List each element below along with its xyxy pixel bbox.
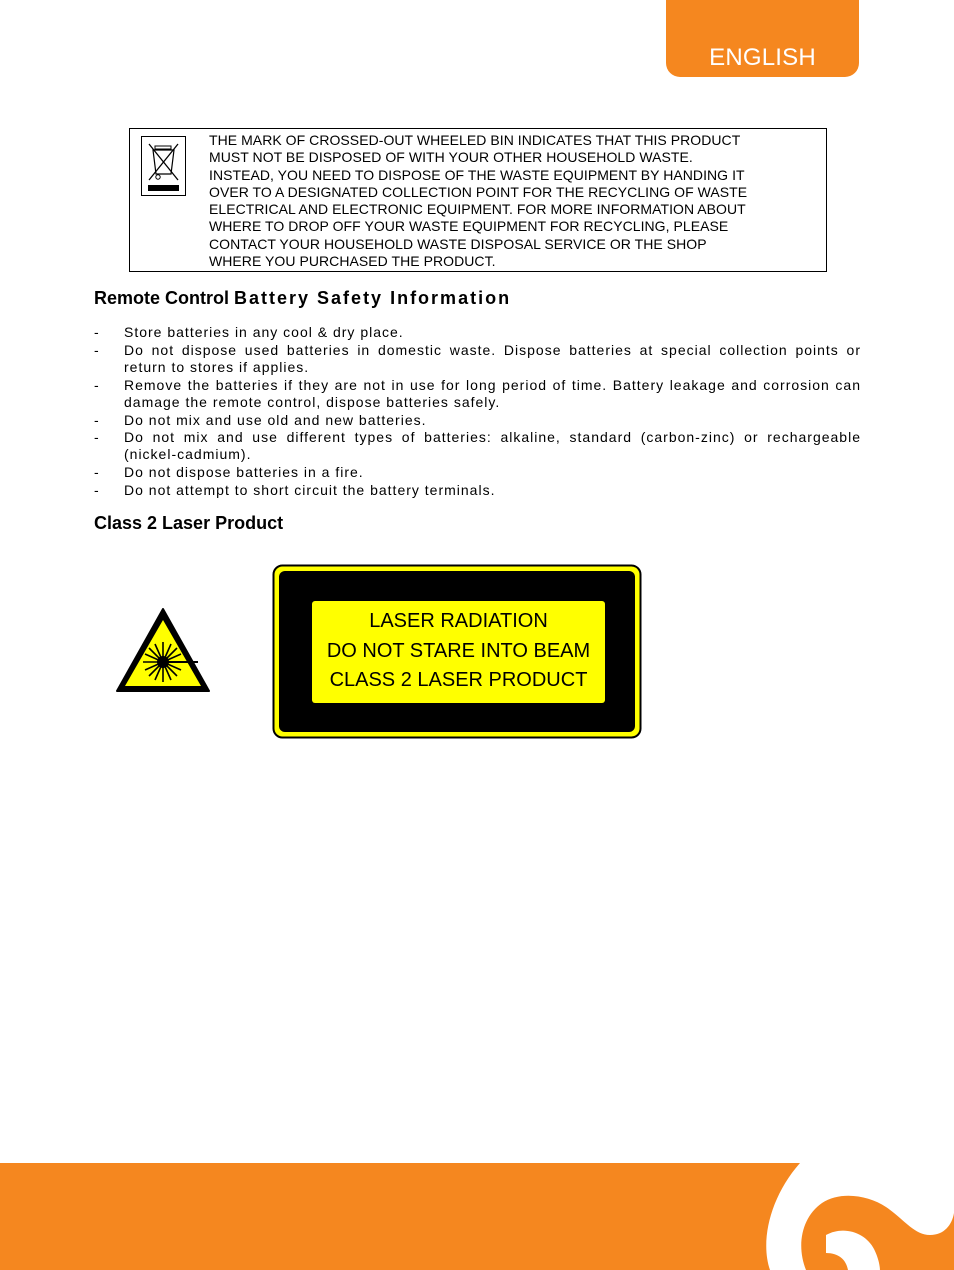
- laser-sign-line-2: DO NOT STARE INTO BEAM: [326, 639, 591, 662]
- laser-product-heading: Class 2 Laser Product: [94, 513, 284, 533]
- list-item: - Do not attempt to short circuit the battery terminals.: [94, 482, 861, 499]
- list-item: - Store batteries in any cool & dry place.: [94, 324, 861, 341]
- laser-sign-line-1: LASER RADIATION: [369, 610, 548, 632]
- laser-warning-label: [272, 564, 642, 739]
- list-item: - Do not dispose used batteries in domestic waste. Dispose batteries at special collection points or return to stores if applies.: [94, 342, 861, 376]
- battery-safety-list: [94, 324, 861, 500]
- list-item: - Remove the batteries if they are not in use for long period of time. Battery leakage and corrosion can damage the remote control, dispose batteries safely.: [94, 377, 861, 411]
- battery-safety-heading: Remote Control Battery Safety Information: [94, 288, 512, 308]
- language-tab: ENGLISH: [666, 0, 859, 77]
- list-item: - Do not dispose batteries in a fire.: [94, 464, 861, 481]
- laser-sign-line-3: CLASS 2 LASER PRODUCT: [329, 669, 588, 691]
- footer-band: [0, 1163, 954, 1270]
- brand-swirl-logo-icon: [762, 1163, 954, 1270]
- crossed-out-wheeled-bin-icon: [141, 136, 186, 196]
- weee-notice-text: THE MARK OF CROSSED-OUT WHEELED BIN INDICATES THAT THIS PRODUCT MUST NOT BE DISPOSED OF WITH YOUR OTHER HOUSEHOLD WASTE. INSTEAD, YOU NEED TO DISPOSE OF THE WASTE EQUIPMENT BY HANDING IT OVER TO A DESIGNATED COLLECTION POINT FOR THE RECYCLING OF WASTE ELECTRICAL AND ELECTRONIC EQUIPMENT. FOR MORE INFORMATION ABOUT WHERE TO DROP OFF YOUR WASTE EQUIPMENT FOR RECYCLING, PLEASE CONTACT YOUR HOUSEHOLD WASTE DISPOSAL SERVICE OR THE SHOP WHERE YOU PURCHASED THE PRODUCT.: [209, 132, 748, 270]
- list-item: - Do not mix and use old and new batteries.: [94, 412, 861, 429]
- laser-warning-triangle-icon: [114, 606, 212, 694]
- list-item: - Do not mix and use different types of batteries: alkaline, standard (carbon-zinc) or rechargeable (nickel-cadmium).: [94, 429, 861, 463]
- weee-notice-box: [129, 128, 827, 272]
